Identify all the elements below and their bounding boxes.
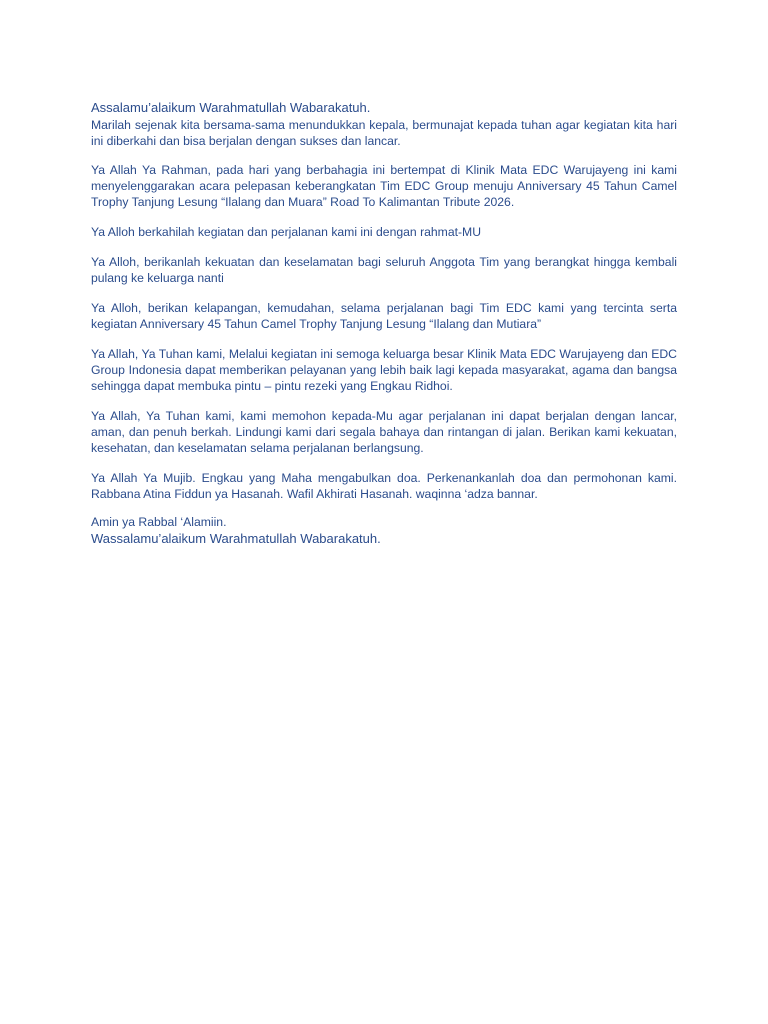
paragraph-ya-mujib: Ya Allah Ya Mujib. Engkau yang Maha mengabulkan doa. Perkenankanlah doa dan permohonan kami. Rabbana Atina Fiddun ya Hasanah. Wafil Akhirati Hasanah. waqinna ‘adza bannar. [91,471,677,501]
document-page [91,99,677,548]
opening-greeting: Assalamu’alaikum Warahmatullah Wabarakatuh. [91,100,371,115]
paragraph-perjalanan: Ya Allah, Ya Tuhan kami, kami memohon kepada-Mu agar perjalanan ini dapat berjalan dengan lancar, aman, dan penuh berkah. Lindungi kami dari segala bahaya dan rintangan di jalan. Berikan kami kekuatan, kesehatan, dan keselamatan selama perjalanan berlangsung. [91,409,677,455]
amin-line: Amin ya Rabbal ‘Alamiin. [91,515,227,529]
closing-greeting: Wassalamu’alaikum Warahmatullah Wabarakatuh. [91,531,381,546]
paragraph-ya-allah-ya-rahman: Ya Allah Ya Rahman, pada hari yang berbahagia ini bertempat di Klinik Mata EDC Warujayeng ini kami menyelenggarakan acara pelepasan keberangkatan Tim EDC Group menuju Anniversary 45 Tahun Camel Trophy Tanjung Lesung “Ilalang dan Muara” Road To Kalimantan Tribute 2026. [91,163,677,209]
paragraph-intro: Marilah sejenak kita bersama-sama menundukkan kepala, bermunajat kepada tuhan agar kegiatan kita hari ini diberkahi dan bisa berjalan dengan sukses dan lancar. [91,118,677,148]
paragraph-pelayanan: Ya Allah, Ya Tuhan kami, Melalui kegiatan ini semoga keluarga besar Klinik Mata EDC Warujayeng dan EDC Group Indonesia dapat memberikan pelayanan yang lebih baik lagi kepada masyarakat, agama dan bangsa sehingga dapat membuka pintu – pintu rezeki yang Engkau Ridhoi. [91,347,677,393]
paragraph-berkahilah: Ya Alloh berkahilah kegiatan dan perjalanan kami ini dengan rahmat-MU [91,225,482,239]
paragraph-kelapangan: Ya Alloh, berikan kelapangan, kemudahan, selama perjalanan bagi Tim EDC kami yang tercinta serta kegiatan Anniversary 45 Tahun Camel Trophy Tanjung Lesung “Ilalang dan Mutiara” [91,301,677,331]
paragraph-kekuatan: Ya Alloh, berikanlah kekuatan dan keselamatan bagi seluruh Anggota Tim yang berangkat hingga kembali pulang ke keluarga nanti [91,255,677,285]
